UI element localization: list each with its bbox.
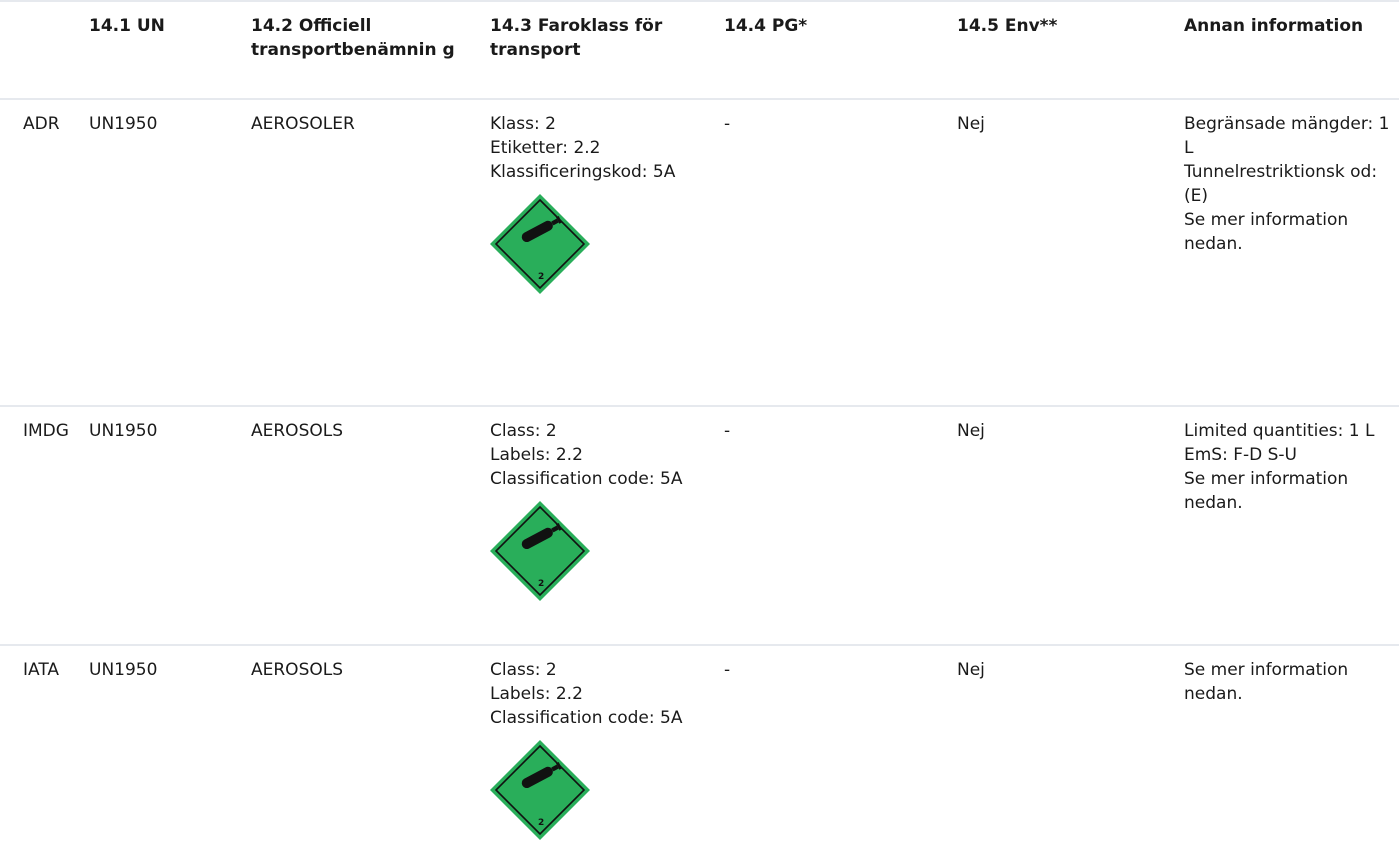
class-line: Klass: 2 (490, 114, 556, 134)
transport-mode: IATA (23, 660, 60, 680)
other-info-cell (1184, 406, 1399, 645)
other-info-line: Limited quantities: 1 L (1184, 421, 1375, 441)
header-environment: 14.5 Env** (957, 16, 1058, 36)
gas-cylinder-icon (488, 499, 592, 603)
hazard-class-cell (490, 645, 724, 842)
header-other-info: Annan information (1184, 16, 1364, 36)
other-info-cell (1184, 645, 1399, 842)
transport-mode: IMDG (23, 421, 69, 441)
un-number: UN1950 (89, 421, 158, 441)
shipping-name: AEROSOLER (251, 114, 355, 134)
labels-line: Labels: 2.2 (490, 684, 583, 704)
other-info-line: Se mer information nedan. (1184, 660, 1349, 704)
transport-mode: ADR (23, 114, 60, 134)
classification-code-line: Klassificeringskod: 5A (490, 162, 676, 182)
header-hazard-class: 14.3 Faroklass för transport (490, 16, 663, 60)
hazard-class-cell (490, 99, 724, 406)
labels-line: Labels: 2.2 (490, 445, 583, 465)
shipping-name: AEROSOLS (251, 421, 343, 441)
environment-hazard: Nej (957, 421, 985, 441)
environment-hazard: Nej (957, 660, 985, 680)
table-row (0, 645, 1399, 842)
classification-code-line: Classification code: 5A (490, 708, 683, 728)
un-number: UN1950 (89, 114, 158, 134)
other-info-line: Se mer information nedan. (1184, 210, 1349, 254)
placard-number: 2 (538, 272, 545, 282)
placard-number: 2 (538, 818, 545, 828)
other-info-cell (1184, 99, 1399, 406)
environment-hazard: Nej (957, 114, 985, 134)
header-shipping-name: 14.2 Officiell transportbenämnin g (251, 16, 455, 60)
other-info-line: Tunnelrestriktionsk od: (E) (1184, 162, 1378, 206)
packing-group: - (724, 421, 731, 441)
table-row (0, 99, 1399, 406)
classification-code-line: Classification code: 5A (490, 469, 683, 489)
header-mode (0, 1, 89, 99)
other-info-line: Se mer information nedan. (1184, 469, 1349, 513)
header-packing-group: 14.4 PG* (724, 16, 808, 36)
packing-group: - (724, 114, 731, 134)
header-row (0, 1, 1399, 99)
labels-line: Etiketter: 2.2 (490, 138, 601, 158)
other-info-line: Begränsade mängder: 1 L (1184, 114, 1390, 158)
other-info-line: EmS: F-D S-U (1184, 445, 1297, 465)
header-un-number: 14.1 UN (89, 16, 165, 36)
hazard-class-cell (490, 406, 724, 645)
class-line: Class: 2 (490, 421, 557, 441)
class-line: Class: 2 (490, 660, 557, 680)
gas-cylinder-icon (488, 738, 592, 842)
placard-number: 2 (538, 579, 545, 589)
un-number: UN1950 (89, 660, 158, 680)
packing-group: - (724, 660, 731, 680)
shipping-name: AEROSOLS (251, 660, 343, 680)
gas-cylinder-icon (488, 192, 592, 296)
table-row (0, 406, 1399, 645)
